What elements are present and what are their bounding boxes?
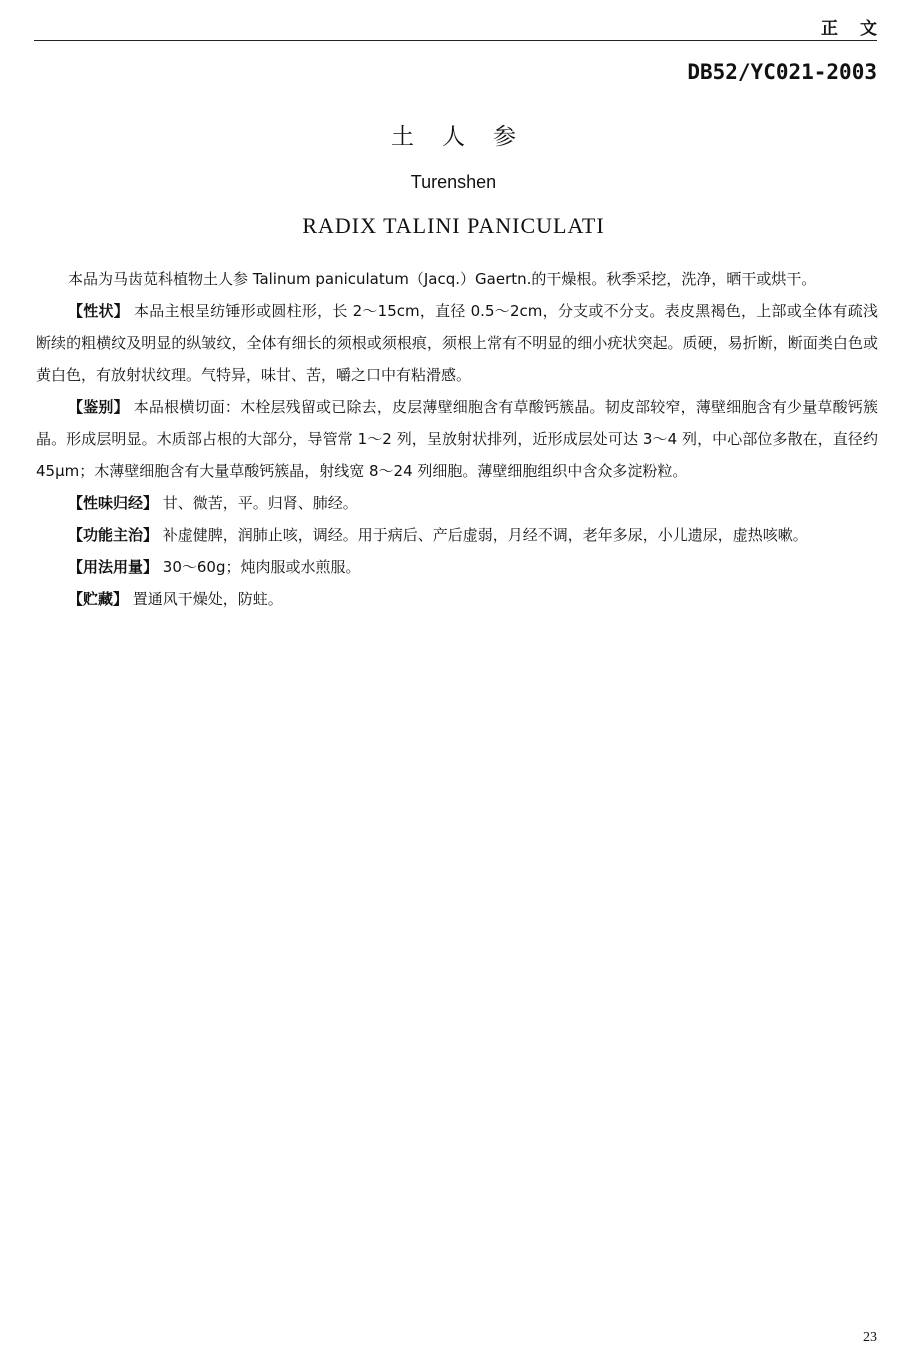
header-divider <box>34 40 877 41</box>
document-body <box>36 263 878 615</box>
section-text: 补虚健脾，润肺止咳，调经。用于病后、产后虚弱，月经不调，老年多尿，小儿遗尿，虚热咳嗽。 <box>158 526 808 544</box>
section-heading: 【贮藏】 <box>68 590 129 608</box>
page-number: 23 <box>863 1330 877 1345</box>
section-usage-dosage <box>36 551 878 583</box>
section-text: 本品主根呈纺锤形或圆柱形，长 2～15cm，直径 0.5～2cm，分支或不分支。表皮黑褐色，上部或全体有疏浅断续的粗横纹及明显的纵皱纹，全体有细长的须根或须根痕，须根上常有不明显的细小疣状突起。质硬，易折断，断面类白色或黄白色，有放射状纹理。气特异，味甘、苦，嚼之口中有粘滑感。 <box>36 302 878 384</box>
section-heading: 【鉴别】 <box>68 398 129 416</box>
section-heading: 【功能主治】 <box>68 526 159 544</box>
standard-number: DB52/YC021-2003 <box>687 60 877 84</box>
section-text: 置通风干燥处，防蛀。 <box>128 590 283 608</box>
title-chinese: 土人参 <box>391 124 544 150</box>
section-description <box>36 295 878 391</box>
section-nature-meridian <box>36 487 878 519</box>
section-heading: 【性状】 <box>68 302 130 320</box>
section-heading: 【用法用量】 <box>68 558 159 576</box>
header-label: 正文 <box>821 19 899 39</box>
title-latin: RADIX TALINI PANICULATI <box>302 213 605 238</box>
section-text: 甘、微苦，平。归肾、肺经。 <box>158 494 358 512</box>
section-function-indication <box>36 519 878 551</box>
section-text: 30～60g；炖肉服或水煎服。 <box>158 558 361 576</box>
section-text: 本品根横切面：木栓层残留或已除去，皮层薄壁细胞含有草酸钙簇晶。韧皮部较窄，薄壁细胞含有少量草酸钙簇晶。形成层明显。木质部占根的大部分，导管常 1～2 列，呈放射状排列，近形成层处可达 3～4 列，中心部位多散在，直径约 45μm；木薄壁细胞含有大量草酸钙簇晶，射线宽 8～24 列细胞。薄壁细胞组织中含众多淀粉粒。 <box>36 398 878 480</box>
section-heading: 【性味归经】 <box>68 494 159 512</box>
section-identification <box>36 391 878 487</box>
title-pinyin: Turenshen <box>410 172 497 192</box>
intro-paragraph: 本品为马齿苋科植物土人参 Talinum paniculatum（Jacq.）Gaertn.的干燥根。秋季采挖，洗净，晒干或烘干。 <box>68 270 817 288</box>
section-storage <box>36 583 878 615</box>
